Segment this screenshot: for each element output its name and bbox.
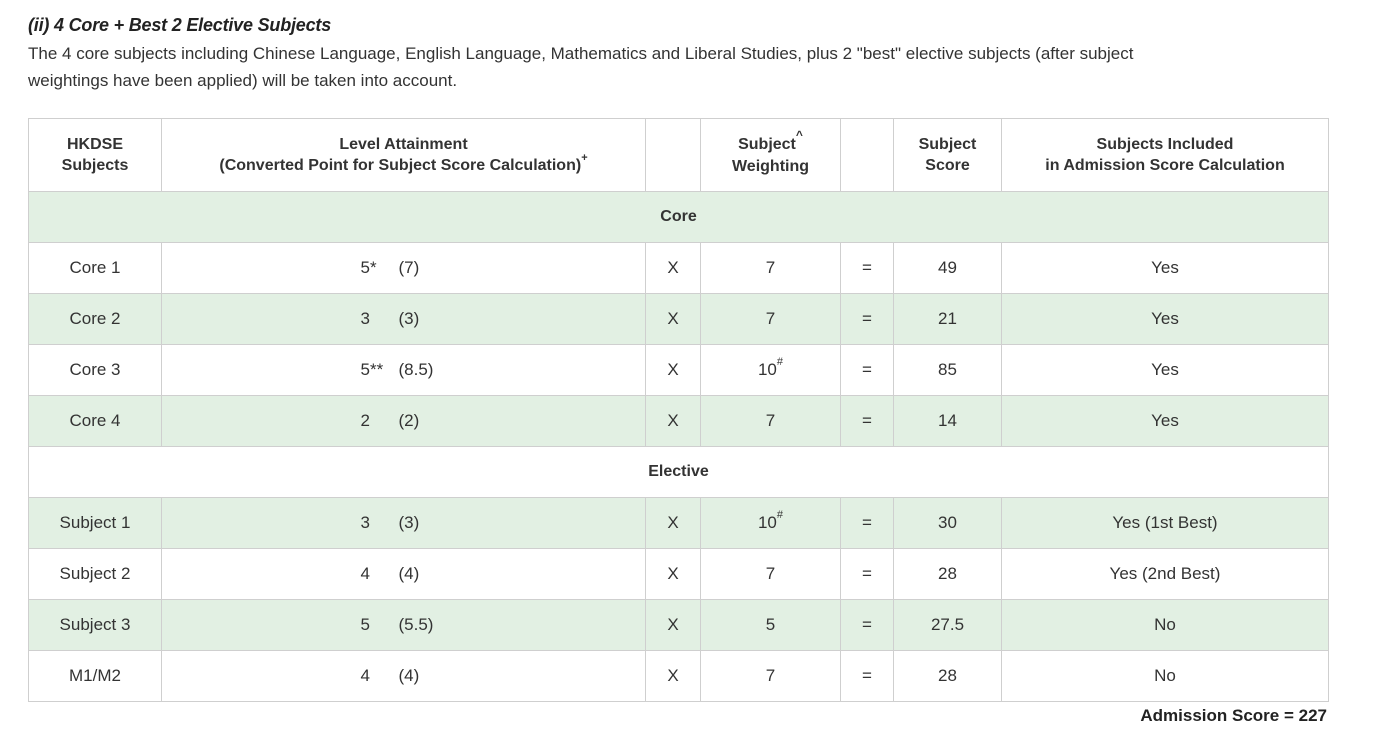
weight-value: 5	[765, 615, 776, 634]
multiply-symbol: X	[646, 498, 701, 549]
multiply-symbol: X	[646, 651, 701, 702]
level-value: 4	[360, 564, 370, 583]
header-subjects-line2: Subjects	[61, 157, 129, 174]
level-value: 5	[360, 615, 370, 634]
header-subject-weighting	[701, 119, 841, 192]
header-multiply	[646, 119, 701, 192]
weight-value: 7	[765, 564, 776, 583]
weight-cell	[701, 549, 841, 600]
header-level-line1: Level Attainment	[339, 136, 468, 153]
subject-name: Subject 2	[29, 549, 162, 600]
converted-point: (3)	[398, 513, 420, 532]
equals-symbol: =	[841, 498, 894, 549]
subject-score: 14	[894, 396, 1002, 447]
table-header-row	[29, 119, 1329, 192]
weight-value: 7	[765, 258, 776, 277]
subject-score: 30	[894, 498, 1002, 549]
header-score-line2: Score	[925, 157, 970, 174]
equals-symbol: =	[841, 345, 894, 396]
subject-name: Subject 1	[29, 498, 162, 549]
subject-score: 28	[894, 651, 1002, 702]
level-cell	[162, 498, 646, 549]
level-cell	[162, 549, 646, 600]
header-score-line1: Subject	[918, 136, 977, 153]
multiply-symbol: X	[646, 345, 701, 396]
weight-cell	[701, 294, 841, 345]
section-heading: (ii) 4 Core + Best 2 Elective Subjects	[28, 15, 332, 35]
header-level-mark: +	[581, 151, 588, 164]
admission-score-table	[28, 118, 1329, 702]
level-value: 2	[360, 411, 370, 430]
section-row-elective	[29, 447, 1329, 498]
level-cell	[162, 600, 646, 651]
weight-cell	[701, 651, 841, 702]
subject-name: Core 3	[29, 345, 162, 396]
converted-point: (8.5)	[398, 360, 434, 379]
weight-cell	[701, 498, 841, 549]
level-value: 3	[360, 309, 370, 328]
subject-score: 85	[894, 345, 1002, 396]
table-row	[29, 243, 1329, 294]
section-label-elective: Elective	[29, 447, 1329, 498]
header-level-line2: (Converted Point for Subject Score Calculation)	[219, 157, 582, 174]
converted-point: (7)	[398, 258, 420, 277]
weight-value: 10	[757, 513, 777, 532]
weight-cell	[701, 243, 841, 294]
subject-score: 28	[894, 549, 1002, 600]
weight-value: 7	[765, 666, 776, 685]
included-status: Yes (1st Best)	[1002, 498, 1329, 549]
equals-symbol: =	[841, 549, 894, 600]
admission-score-total: Admission Score = 227	[1140, 706, 1327, 725]
level-cell	[162, 651, 646, 702]
header-subjects-included	[1002, 119, 1329, 192]
included-status: Yes	[1002, 345, 1329, 396]
header-subject-score	[894, 119, 1002, 192]
level-value: 5*	[360, 258, 377, 277]
converted-point: (3)	[398, 309, 420, 328]
table-row	[29, 651, 1329, 702]
table-row	[29, 345, 1329, 396]
weight-cell	[701, 345, 841, 396]
section-description: The 4 core subjects including Chinese Language, English Language, Mathematics and Liberal Studies, plus 2 "best" elective subjects (after subject weightings have been applied) will be taken into account.	[28, 44, 1134, 90]
header-weight-line1: Subject	[738, 135, 796, 153]
multiply-symbol: X	[646, 396, 701, 447]
subject-name: M1/M2	[29, 651, 162, 702]
subject-name: Core 4	[29, 396, 162, 447]
header-weight-line2: Weighting	[731, 157, 810, 175]
table-row	[29, 294, 1329, 345]
level-value: 3	[360, 513, 370, 532]
level-cell	[162, 243, 646, 294]
subject-score: 21	[894, 294, 1002, 345]
level-value: 5**	[360, 360, 384, 379]
level-cell	[162, 396, 646, 447]
header-included-line1: Subjects Included	[1096, 136, 1234, 153]
weight-cell	[701, 396, 841, 447]
included-status: Yes	[1002, 294, 1329, 345]
multiply-symbol: X	[646, 294, 701, 345]
converted-point: (2)	[398, 411, 420, 430]
subject-name: Core 2	[29, 294, 162, 345]
table-row	[29, 498, 1329, 549]
subject-name: Subject 3	[29, 600, 162, 651]
equals-symbol: =	[841, 396, 894, 447]
level-cell	[162, 294, 646, 345]
weight-mark: #	[776, 356, 784, 369]
section-row-core	[29, 192, 1329, 243]
level-value: 4	[360, 666, 370, 685]
header-included-line2: in Admission Score Calculation	[1045, 157, 1285, 174]
included-status: Yes	[1002, 396, 1329, 447]
converted-point: (5.5)	[398, 615, 434, 634]
weight-mark: #	[776, 509, 784, 522]
header-weight-mark: ^	[795, 127, 803, 142]
converted-point: (4)	[398, 564, 420, 583]
equals-symbol: =	[841, 243, 894, 294]
table-body	[29, 192, 1329, 702]
table-row	[29, 396, 1329, 447]
subject-score: 27.5	[894, 600, 1002, 651]
subject-name: Core 1	[29, 243, 162, 294]
multiply-symbol: X	[646, 243, 701, 294]
included-status: No	[1002, 651, 1329, 702]
section-label-core: Core	[29, 192, 1329, 243]
weight-value: 7	[765, 309, 776, 328]
equals-symbol: =	[841, 651, 894, 702]
equals-symbol: =	[841, 600, 894, 651]
weight-value: 10	[757, 360, 777, 379]
multiply-symbol: X	[646, 600, 701, 651]
included-status: Yes	[1002, 243, 1329, 294]
header-level-attainment	[162, 119, 646, 192]
equals-symbol: =	[841, 294, 894, 345]
converted-point: (4)	[398, 666, 420, 685]
included-status: No	[1002, 600, 1329, 651]
table-row	[29, 549, 1329, 600]
header-equals	[841, 119, 894, 192]
header-subjects	[29, 119, 162, 192]
level-cell	[162, 345, 646, 396]
header-subjects-line1: HKDSE	[66, 136, 123, 153]
weight-cell	[701, 600, 841, 651]
multiply-symbol: X	[646, 549, 701, 600]
subject-score: 49	[894, 243, 1002, 294]
included-status: Yes (2nd Best)	[1002, 549, 1329, 600]
weight-value: 7	[765, 411, 776, 430]
table-row	[29, 600, 1329, 651]
